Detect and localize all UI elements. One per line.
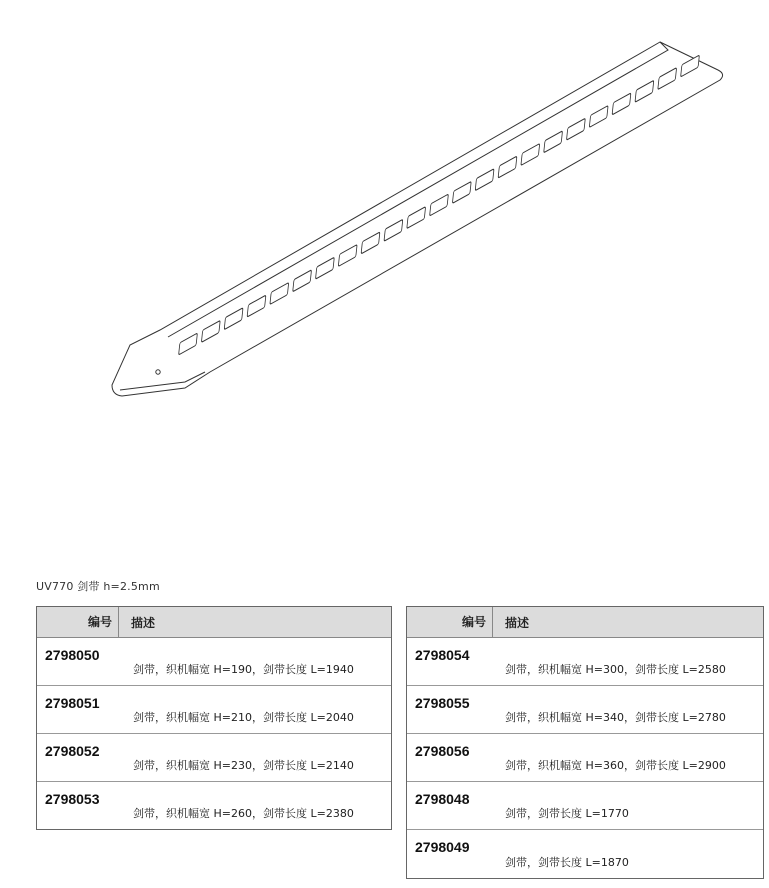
product-table-left [36, 606, 392, 830]
header-desc: 描述 [131, 615, 156, 630]
tape-slot [544, 131, 563, 153]
product-table-right [406, 606, 764, 879]
tape-slot [452, 181, 471, 203]
item-description: 剑带，织机幅宽 H=210，剑带长度 L=2040 [133, 711, 354, 724]
item-description: 剑带，织机幅宽 H=230，剑带长度 L=2140 [133, 759, 354, 772]
tape-slot [179, 333, 198, 355]
tape-slot [361, 232, 380, 254]
tape-slot [384, 219, 403, 241]
item-description: 剑带，织机幅宽 H=190，剑带长度 L=1940 [133, 663, 354, 676]
table-row [37, 638, 391, 686]
tape-slot [589, 106, 608, 128]
table-header [37, 607, 391, 638]
table-row [37, 782, 391, 829]
table-header [407, 607, 763, 638]
item-code: 2798055 [415, 695, 470, 711]
item-code: 2798053 [45, 791, 100, 807]
item-code: 2798048 [415, 791, 470, 807]
tape-slot [224, 308, 243, 330]
tape-slot [316, 257, 335, 279]
tape-slot [247, 295, 266, 317]
tape-slot [521, 144, 540, 166]
table-row [407, 782, 763, 830]
tape-slot [293, 270, 312, 292]
table-row [407, 734, 763, 782]
table-row [37, 686, 391, 734]
item-code: 2798056 [415, 743, 470, 759]
product-caption: UV770 剑带 h=2.5mm [36, 580, 160, 593]
item-code: 2798049 [415, 839, 470, 855]
table-row [407, 830, 763, 878]
item-description: 剑带，剑带长度 L=1770 [505, 807, 629, 820]
item-code: 2798052 [45, 743, 100, 759]
tape-slot [498, 156, 517, 178]
tape-slot [658, 68, 677, 90]
header-code: 编号 [407, 607, 493, 637]
table-row [37, 734, 391, 782]
item-description: 剑带，剑带长度 L=1870 [505, 856, 629, 869]
header-code: 编号 [37, 607, 119, 637]
tape-slot [430, 194, 449, 216]
tape-slot [612, 93, 631, 115]
table-row [407, 638, 763, 686]
item-code: 2798050 [45, 647, 100, 663]
tape-slot [270, 283, 289, 305]
table-row [407, 686, 763, 734]
tape-slot [201, 320, 220, 342]
tape-slot [475, 169, 494, 191]
tape-slot [681, 55, 700, 77]
rapier-tape-illustration [0, 0, 769, 420]
item-description: 剑带，织机幅宽 H=360，剑带长度 L=2900 [505, 759, 726, 772]
item-description: 剑带，织机幅宽 H=300，剑带长度 L=2580 [505, 663, 726, 676]
item-code: 2798051 [45, 695, 100, 711]
tape-slot [407, 207, 426, 229]
item-description: 剑带，织机幅宽 H=340，剑带长度 L=2780 [505, 711, 726, 724]
header-desc: 描述 [505, 615, 530, 630]
tape-slot [635, 80, 654, 102]
tape-slot [567, 118, 586, 140]
tape-slot [338, 245, 357, 267]
item-description: 剑带，织机幅宽 H=260，剑带长度 L=2380 [133, 807, 354, 820]
item-code: 2798054 [415, 647, 470, 663]
